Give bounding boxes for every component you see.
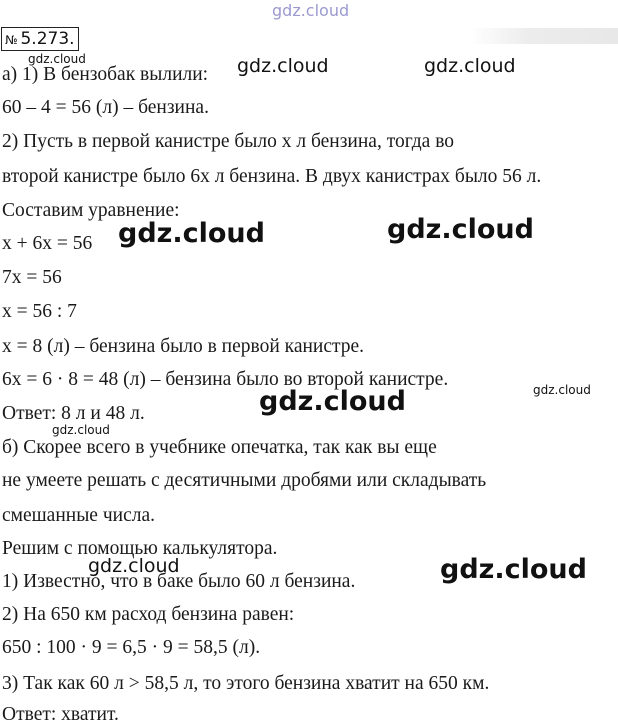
text-line-11: Ответ: 8 л и 48 л. <box>2 403 145 424</box>
text-line-7: 7x = 56 <box>2 267 62 288</box>
watermark-medium: gdz.cloud <box>88 555 180 577</box>
watermark-small: gdz.cloud <box>533 383 591 397</box>
text-line-4: второй канистре было 6x л бензина. В двух канистрах было 56 л. <box>2 166 542 187</box>
text-line-20: Ответ: хватит. <box>2 704 119 725</box>
text-line-2: 60 – 4 = 56 (л) – бензина. <box>2 97 209 118</box>
text-line-19: 3) Так как 60 л > 58,5 л, то этого бензина хватит на 650 км. <box>2 673 490 694</box>
watermark-top: gdz.cloud <box>272 1 350 20</box>
text-line-1: а) 1) В бензобак вылили: <box>2 64 209 85</box>
text-line-5: Составим уравнение: <box>2 200 180 221</box>
watermark-large: gdz.cloud <box>440 554 587 585</box>
watermark-large: gdz.cloud <box>118 218 265 249</box>
problem-number-box <box>1 27 79 51</box>
text-line-3: 2) Пусть в первой канистре было x л бензина, тогда во <box>2 131 455 152</box>
text-line-12: б) Скорее всего в учебнике опечатка, так как вы еще <box>2 437 437 458</box>
watermark-medium: gdz.cloud <box>424 55 516 77</box>
watermark-large: gdz.cloud <box>387 214 534 245</box>
text-line-9: x = 8 (л) – бензина было в первой канистре. <box>2 336 365 357</box>
number-sign: № <box>5 33 18 47</box>
text-line-8: x = 56 : 7 <box>2 301 77 322</box>
text-line-16: 1) Известно, что в баке было 60 л бензина. <box>2 571 356 592</box>
text-line-14: смешанные числа. <box>2 505 155 526</box>
text-line-15: Решим с помощью калькулятора. <box>2 538 278 559</box>
watermark-large: gdz.cloud <box>259 386 406 417</box>
text-line-17: 2) На 650 км расход бензина равен: <box>2 604 295 625</box>
watermark-medium: gdz.cloud <box>237 55 329 77</box>
text-line-10: 6x = 6 · 8 = 48 (л) – бензина было во второй канистре. <box>2 369 449 390</box>
text-line-18: 650 : 100 · 9 = 6,5 · 9 = 58,5 (л). <box>2 637 261 658</box>
watermark-small: gdz.cloud <box>52 423 110 437</box>
watermark-small: gdz.cloud <box>28 52 86 66</box>
problem-number: 5.273. <box>20 29 75 49</box>
text-line-13: не умеете решать с десятичными дробями или складывать <box>2 470 487 491</box>
top-right-gray-band <box>470 28 618 44</box>
text-line-6: x + 6x = 56 <box>2 233 93 254</box>
